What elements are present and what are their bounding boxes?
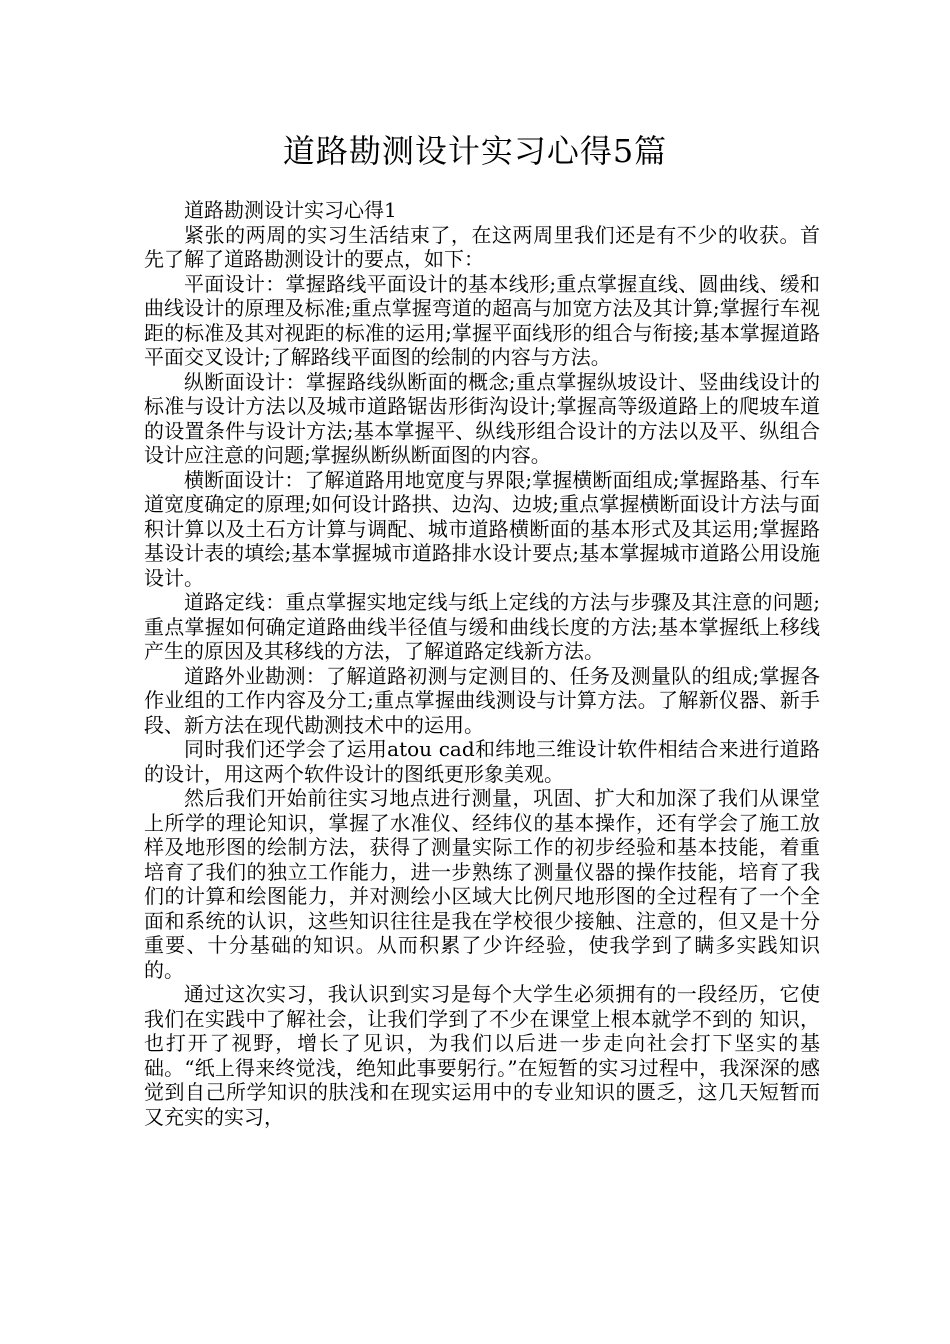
paragraph-plane-design: 平面设计：掌握路线平面设计的基本线形;重点掌握直线、圆曲线、缓和曲线设计的原理及标准;重点掌握弯道的超高与加宽方法及其计算;掌握行车视距的标准及其对视距的标准的运用;掌握平面线形的组合与衔接;基本掌握道路平面交叉设计;了解路线平面图的绘制的内容与方法。 (144, 271, 820, 369)
paragraph-route-location: 道路定线：重点掌握实地定线与纸上定线的方法与步骤及其注意的问题;重点掌握如何确定道路曲线半径值与缓和曲线长度的方法;基本掌握纸上移线产生的原因及其移线的方法，了解道路定线新方法。 (144, 590, 820, 663)
paragraph-cross-section-design: 横断面设计：了解道路用地宽度与界限;掌握横断面组成;掌握路基、行车道宽度确定的原理;如何设计路拱、边沟、边坡;重点掌握横断面设计方法与面积计算以及土石方计算与调配、城市道路横断面的基本形式及其运用;掌握路基设计表的填绘;基本掌握城市道路排水设计要点;基本掌握城市道路公用设施设计。 (144, 467, 820, 590)
paragraph-reflection: 通过这次实习，我认识到实习是每个大学生必须拥有的一段经历，它使我们在实践中了解社会，让我们学到了不少在课堂上根本就学不到的 知识，也打开了视野，增长了见识，为我们以后进一步走向社会打下坚实的基础。“纸上得来终觉浅，绝知此事要躬行。”在短暂的实习过程中，我深深的感觉到自己所学知识的肤浅和在现实运用中的专业知识的匮乏，这几天短暂而又充实的实习， (144, 982, 820, 1129)
document-body (144, 198, 820, 1129)
paragraph-field-survey: 道路外业勘测：了解道路初测与定测目的、任务及测量队的组成;掌握各作业组的工作内容及分工;重点掌握曲线测设与计算方法。了解新仪器、新手段、新方法在现代勘测技术中的运用。 (144, 663, 820, 737)
document-title: 道路勘测设计实习心得5篇 (282, 132, 668, 170)
paragraph-intro: 紧张的两周的实习生活结束了，在这两周里我们还是有不少的收获。首先了解了道路勘测设计的要点，如下： (144, 222, 820, 271)
paragraph-software: 同时我们还学会了运用atou cad和纬地三维设计软件相结合来进行道路的设计，用这两个软件设计的图纸更形象美观。 (144, 737, 820, 786)
paragraph-field-measurement: 然后我们开始前往实习地点进行测量，巩固、扩大和加深了我们从课堂上所学的理论知识，掌握了水准仪、经纬仪的基本操作，还有学会了施工放样及地形图的绘制方法，获得了测量实际工作的初步经验和基本技能，着重培育了我们的独立工作能力，进一步熟练了测量仪器的操作技能，培育了我们的计算和绘图能力，并对测绘小区域大比例尺地形图的全过程有了一个全面和系统的认识，这些知识往往是我在学校很少接触、注意的，但又是十分重要、十分基础的知识。从而积累了少许经验，使我学到了瞒多实践知识的。 (144, 786, 820, 982)
paragraph-profile-design: 纵断面设计：掌握路线纵断面的概念;重点掌握纵坡设计、竖曲线设计的标准与设计方法以及城市道路锯齿形街沟设计;掌握高等级道路上的爬坡车道的设置条件与设计方法;基本掌握平、纵线形组合设计的方法以及平、纵组合设计应注意的问题;掌握纵断纵断面图的内容。 (144, 369, 820, 467)
section-heading: 道路勘测设计实习心得1 (184, 198, 397, 222)
